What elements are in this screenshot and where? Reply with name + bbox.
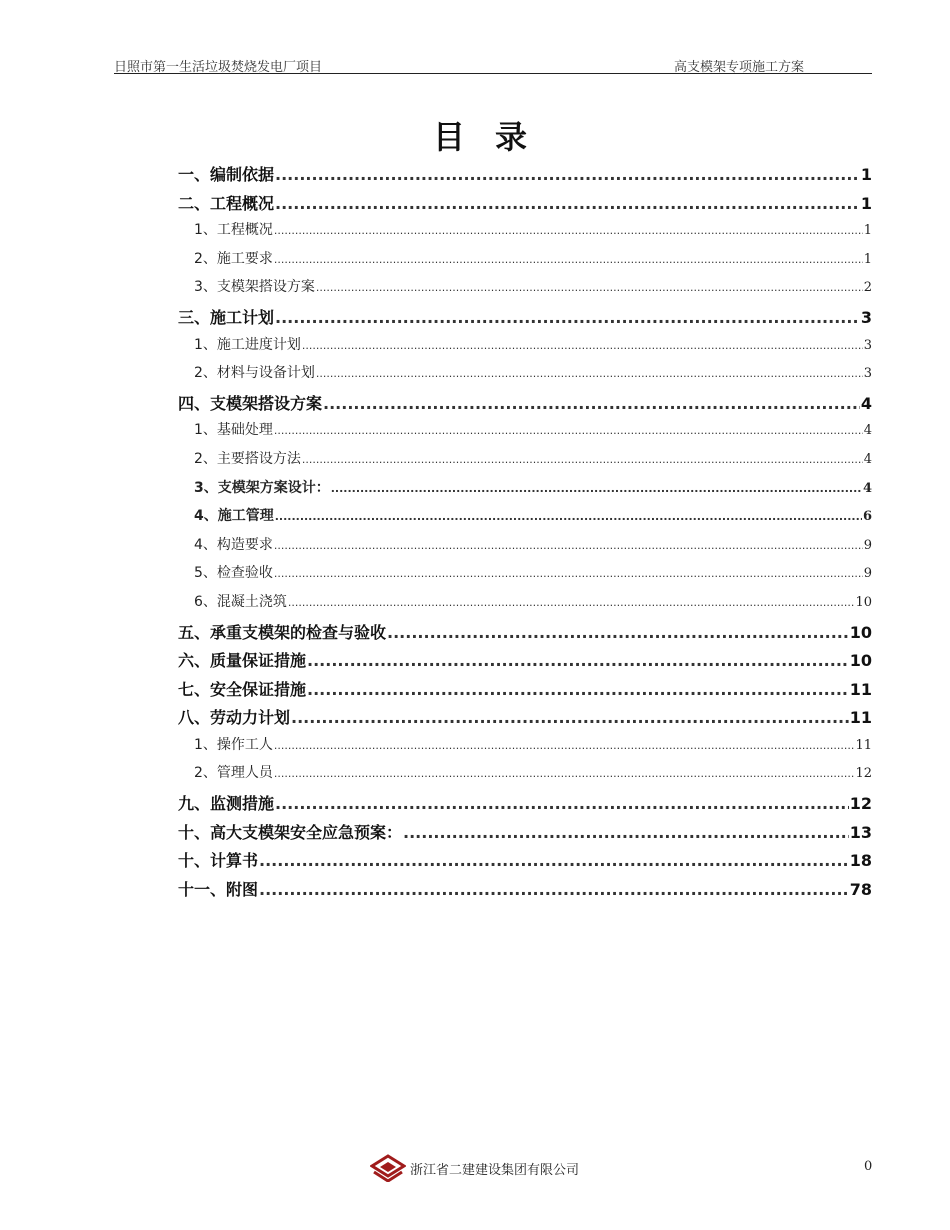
header-document-name: 高支模架专项施工方案 xyxy=(674,60,805,75)
toc-entry-page: 4 xyxy=(863,451,872,467)
toc-entry[interactable] xyxy=(178,419,872,448)
toc-leader-dots xyxy=(307,651,849,670)
toc-entry-page: 3 xyxy=(860,307,872,327)
table-of-contents xyxy=(178,162,872,905)
toc-entry[interactable] xyxy=(178,448,872,477)
toc-leader-dots xyxy=(331,480,862,496)
toc-entry-page: 11 xyxy=(855,737,872,753)
toc-entry[interactable] xyxy=(178,877,872,906)
toc-entry-label: 4、施工管理 xyxy=(194,508,274,525)
toc-entry-label: 5、检查验收 xyxy=(194,565,273,582)
company-logo-icon xyxy=(370,1154,406,1182)
toc-entry-label: 六、质量保证措施 xyxy=(178,651,307,671)
toc-entry[interactable] xyxy=(178,848,872,877)
toc-entry[interactable] xyxy=(178,362,872,391)
toc-entry-page: 2 xyxy=(863,280,872,296)
toc-leader-dots xyxy=(275,165,860,184)
toc-entry-page: 1 xyxy=(860,193,872,213)
header-project-name: 日照市第一生活垃圾焚烧发电厂项目 xyxy=(114,60,323,75)
toc-entry-page: 13 xyxy=(849,822,872,842)
toc-entry[interactable] xyxy=(178,677,872,706)
toc-entry[interactable] xyxy=(178,591,872,620)
toc-entry-label: 三、施工计划 xyxy=(178,307,275,327)
toc-entry-label: 1、施工进度计划 xyxy=(194,336,301,353)
toc-entry-label: 九、监测措施 xyxy=(178,794,275,814)
toc-leader-dots xyxy=(274,422,863,438)
toc-entry[interactable] xyxy=(178,762,872,791)
toc-entry[interactable] xyxy=(178,820,872,849)
toc-leader-dots xyxy=(274,251,863,267)
toc-leader-dots xyxy=(275,194,860,213)
toc-entry-page: 12 xyxy=(849,794,872,814)
toc-entry-label: 2、材料与设备计划 xyxy=(194,365,315,382)
toc-leader-dots xyxy=(259,880,849,899)
toc-leader-dots xyxy=(275,794,849,813)
toc-entry-page: 1 xyxy=(863,251,872,267)
toc-leader-dots xyxy=(316,365,863,381)
toc-entry[interactable] xyxy=(178,477,872,506)
toc-entry[interactable] xyxy=(178,334,872,363)
toc-entry-page: 1 xyxy=(863,223,872,239)
toc-entry-label: 十、高大支模架安全应急预案： xyxy=(178,822,403,842)
toc-leader-dots xyxy=(274,537,863,553)
toc-entry[interactable] xyxy=(178,248,872,277)
toc-entry[interactable] xyxy=(178,705,872,734)
toc-entry-page: 9 xyxy=(863,537,872,553)
toc-leader-dots xyxy=(274,765,855,781)
toc-entry-page: 10 xyxy=(849,651,872,671)
toc-entry-label: 2、管理人员 xyxy=(194,765,273,782)
toc-entry-page: 18 xyxy=(849,851,872,871)
toc-leader-dots xyxy=(259,851,849,870)
toc-leader-dots xyxy=(291,708,849,727)
toc-entry-label: 3、支模架方案设计： xyxy=(194,479,330,496)
toc-entry-label: 1、基础处理 xyxy=(194,422,273,439)
toc-entry-page: 4 xyxy=(860,393,872,413)
toc-leader-dots xyxy=(316,279,863,295)
page-header xyxy=(114,56,872,74)
toc-entry[interactable] xyxy=(178,191,872,220)
toc-leader-dots xyxy=(302,451,863,467)
toc-entry-label: 五、承重支模架的检查与验收 xyxy=(178,622,387,642)
toc-entry[interactable] xyxy=(178,305,872,334)
footer-page-number: 0 xyxy=(864,1159,873,1174)
toc-entry-page: 10 xyxy=(855,594,872,610)
toc-entry[interactable] xyxy=(178,219,872,248)
toc-entry-label: 1、操作工人 xyxy=(194,736,273,753)
toc-entry-label: 4、构造要求 xyxy=(194,536,273,553)
toc-entry[interactable] xyxy=(178,505,872,534)
toc-entry-label: 1、工程概况 xyxy=(194,222,273,239)
toc-entry-label: 二、工程概况 xyxy=(178,193,275,213)
footer-company-name: 浙江省二建建设集团有限公司 xyxy=(410,1163,580,1178)
toc-leader-dots xyxy=(275,508,862,524)
toc-entry[interactable] xyxy=(178,734,872,763)
toc-entry-page: 3 xyxy=(863,366,872,382)
toc-entry-page: 10 xyxy=(849,622,872,642)
toc-entry-page: 4 xyxy=(862,480,872,496)
toc-entry-label: 6、混凝土浇筑 xyxy=(194,593,287,610)
toc-leader-dots xyxy=(323,394,860,413)
toc-entry-label: 3、支模架搭设方案 xyxy=(194,279,315,296)
toc-entry-label: 八、劳动力计划 xyxy=(178,708,291,728)
toc-entry-label: 十一、附图 xyxy=(178,879,259,899)
toc-entry-page: 1 xyxy=(860,165,872,184)
toc-entry[interactable] xyxy=(178,791,872,820)
toc-entry-label: 2、主要搭设方法 xyxy=(194,450,301,467)
toc-leader-dots xyxy=(274,222,863,238)
toc-entry-label: 十、计算书 xyxy=(178,851,259,871)
toc-leader-dots xyxy=(302,337,863,353)
toc-entry[interactable] xyxy=(178,391,872,420)
toc-entry-page: 4 xyxy=(863,423,872,439)
toc-entry-page: 6 xyxy=(862,509,872,525)
toc-entry-page: 11 xyxy=(849,708,872,728)
toc-entry-page: 9 xyxy=(863,566,872,582)
toc-entry-page: 3 xyxy=(863,337,872,353)
toc-entry-page: 12 xyxy=(855,766,872,782)
toc-leader-dots xyxy=(288,594,855,610)
page-title: 目录 xyxy=(432,118,557,156)
toc-entry-label: 一、编制依据 xyxy=(178,165,275,184)
toc-leader-dots xyxy=(387,623,849,642)
toc-entry[interactable] xyxy=(178,162,872,191)
toc-leader-dots xyxy=(274,565,863,581)
toc-leader-dots xyxy=(307,680,849,699)
toc-entry[interactable] xyxy=(178,648,872,677)
toc-entry-page: 11 xyxy=(849,679,872,699)
toc-entry-label: 2、施工要求 xyxy=(194,250,273,267)
toc-entry[interactable] xyxy=(178,276,872,305)
toc-entry[interactable] xyxy=(178,534,872,563)
toc-entry[interactable] xyxy=(178,620,872,649)
toc-entry[interactable] xyxy=(178,562,872,591)
toc-leader-dots xyxy=(275,308,860,327)
page-footer xyxy=(0,1154,950,1184)
toc-entry-page: 78 xyxy=(849,879,872,899)
toc-entry-label: 四、支模架搭设方案 xyxy=(178,393,323,413)
toc-leader-dots xyxy=(403,823,849,842)
toc-leader-dots xyxy=(274,737,855,753)
toc-entry-label: 七、安全保证措施 xyxy=(178,679,307,699)
